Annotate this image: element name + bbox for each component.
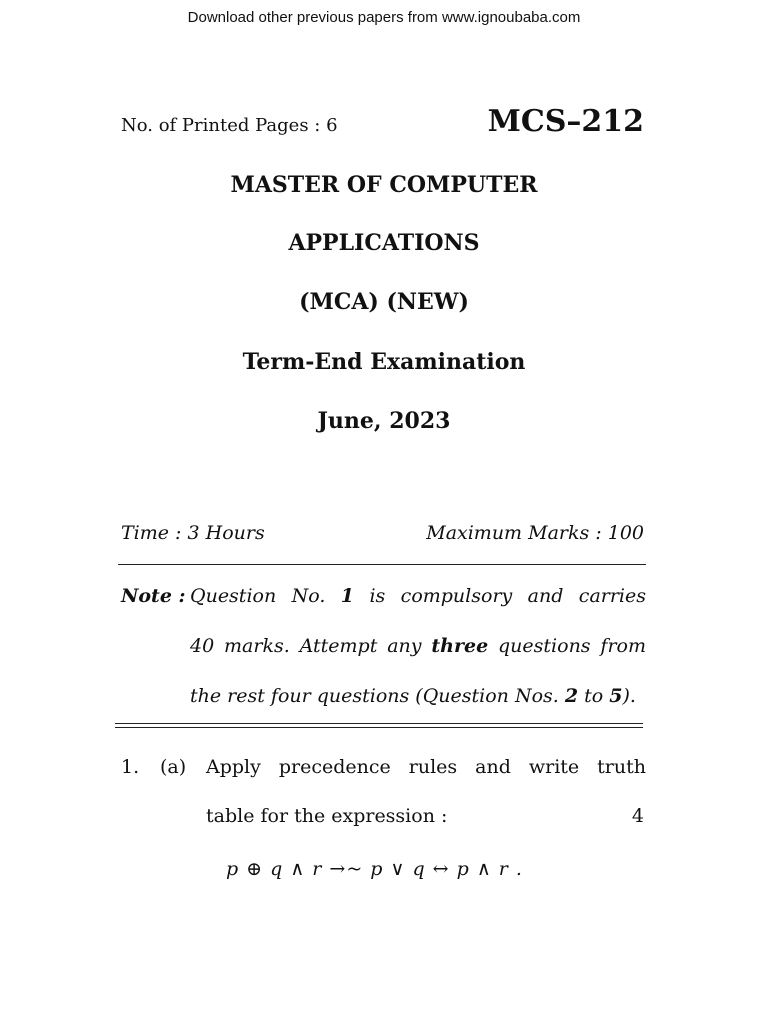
logic-expression: p ⊕ q ∧ r →~ p ∨ q ↔ p ∧ r . — [226, 858, 523, 880]
question-marks: 4 — [631, 805, 644, 827]
programme-title-line3: (MCA) (NEW) — [299, 289, 469, 315]
course-code: MCS–212 — [487, 104, 644, 139]
question-number: 1. — [121, 756, 140, 778]
exam-title: Term-End Examination — [242, 349, 526, 375]
divider-line — [118, 564, 646, 565]
programme-title-line2: APPLICATIONS — [288, 230, 480, 256]
download-banner: Download other previous papers from www.ignoubaba.com — [187, 9, 581, 26]
question-text-line2: table for the expression : — [206, 805, 448, 827]
note-label: Note : — [121, 585, 186, 607]
programme-title-line1: MASTER OF COMPUTER — [230, 172, 538, 198]
note-line-3: the rest four questions (Question Nos. 2 to 5). — [190, 685, 636, 707]
note-line-1: Question No. 1 is compulsory and carries — [190, 585, 647, 607]
printed-pages-count: No. of Printed Pages : 6 — [121, 115, 338, 136]
exam-duration: Time : 3 Hours — [121, 522, 265, 544]
maximum-marks: Maximum Marks : 100 — [426, 522, 644, 544]
note-line-2: 40 marks. Attempt any three questions from — [190, 635, 646, 657]
double-divider-line — [115, 723, 643, 728]
question-part-label: (a) — [160, 756, 187, 778]
question-text-line1: Apply precedence rules and write truth — [206, 756, 646, 778]
exam-date: June, 2023 — [317, 408, 451, 434]
